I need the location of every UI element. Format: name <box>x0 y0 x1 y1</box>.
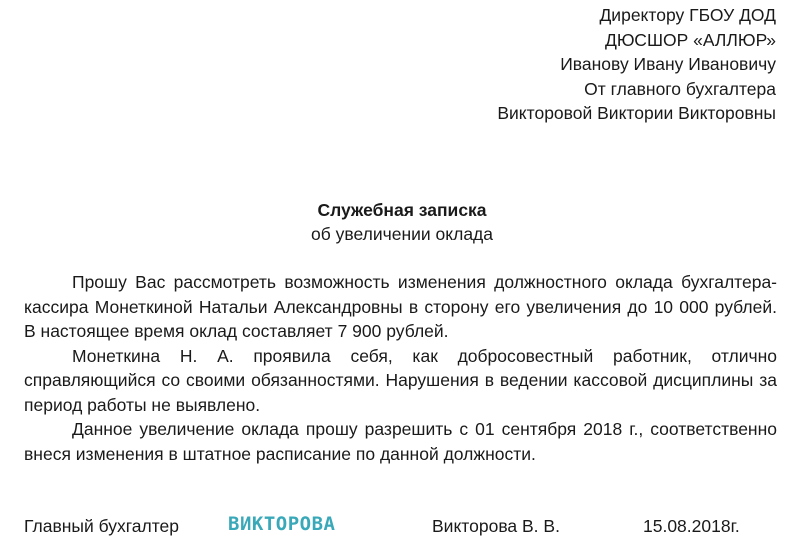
body-paragraph: Монеткина Н. А. проявила себя, как добросовестный работник, отлично справляющийся со своими обязанностями. Нарушения в ведении кассовой дисциплины за период работы не выявлено. <box>24 345 777 415</box>
addressee-line: Викторовой Виктории Викторовны <box>497 103 776 123</box>
memo-heading <box>0 198 804 246</box>
memo-title: Служебная записка <box>317 200 487 220</box>
addressee-line: ДЮСШОР «АЛЛЮР» <box>604 29 776 50</box>
signer-name: Викторова В. В. <box>432 516 560 536</box>
addressee-line: От главного бухгалтера <box>584 78 776 99</box>
signature-date: 15.08.2018г. <box>643 516 740 536</box>
addressee-line: Иванову Ивану Ивановичу <box>560 54 776 74</box>
addressee-block <box>497 3 776 126</box>
body-paragraph: Данное увеличение оклада прошу разрешить с 01 сентября 2018 г., соответственно внеся изменения в штатное расписание по данной должности. <box>24 419 777 464</box>
handwritten-signature: ВИКТОРОВА <box>228 513 336 535</box>
memo-body <box>24 270 777 466</box>
signer-role: Главный бухгалтер <box>24 516 179 536</box>
body-paragraph: Прошу Вас рассмотреть возможность изменения должностного оклада бухгалтера-кассира Монеткиной Натальи Александровны в сторону его увеличения до 10 000 рублей. В настоящее время оклад составляет 7 900 рублей. <box>24 272 777 341</box>
addressee-line: Директору ГБОУ ДОД <box>599 5 776 25</box>
signature-line <box>0 514 804 540</box>
memo-subtitle: об увеличении оклада <box>310 224 493 244</box>
